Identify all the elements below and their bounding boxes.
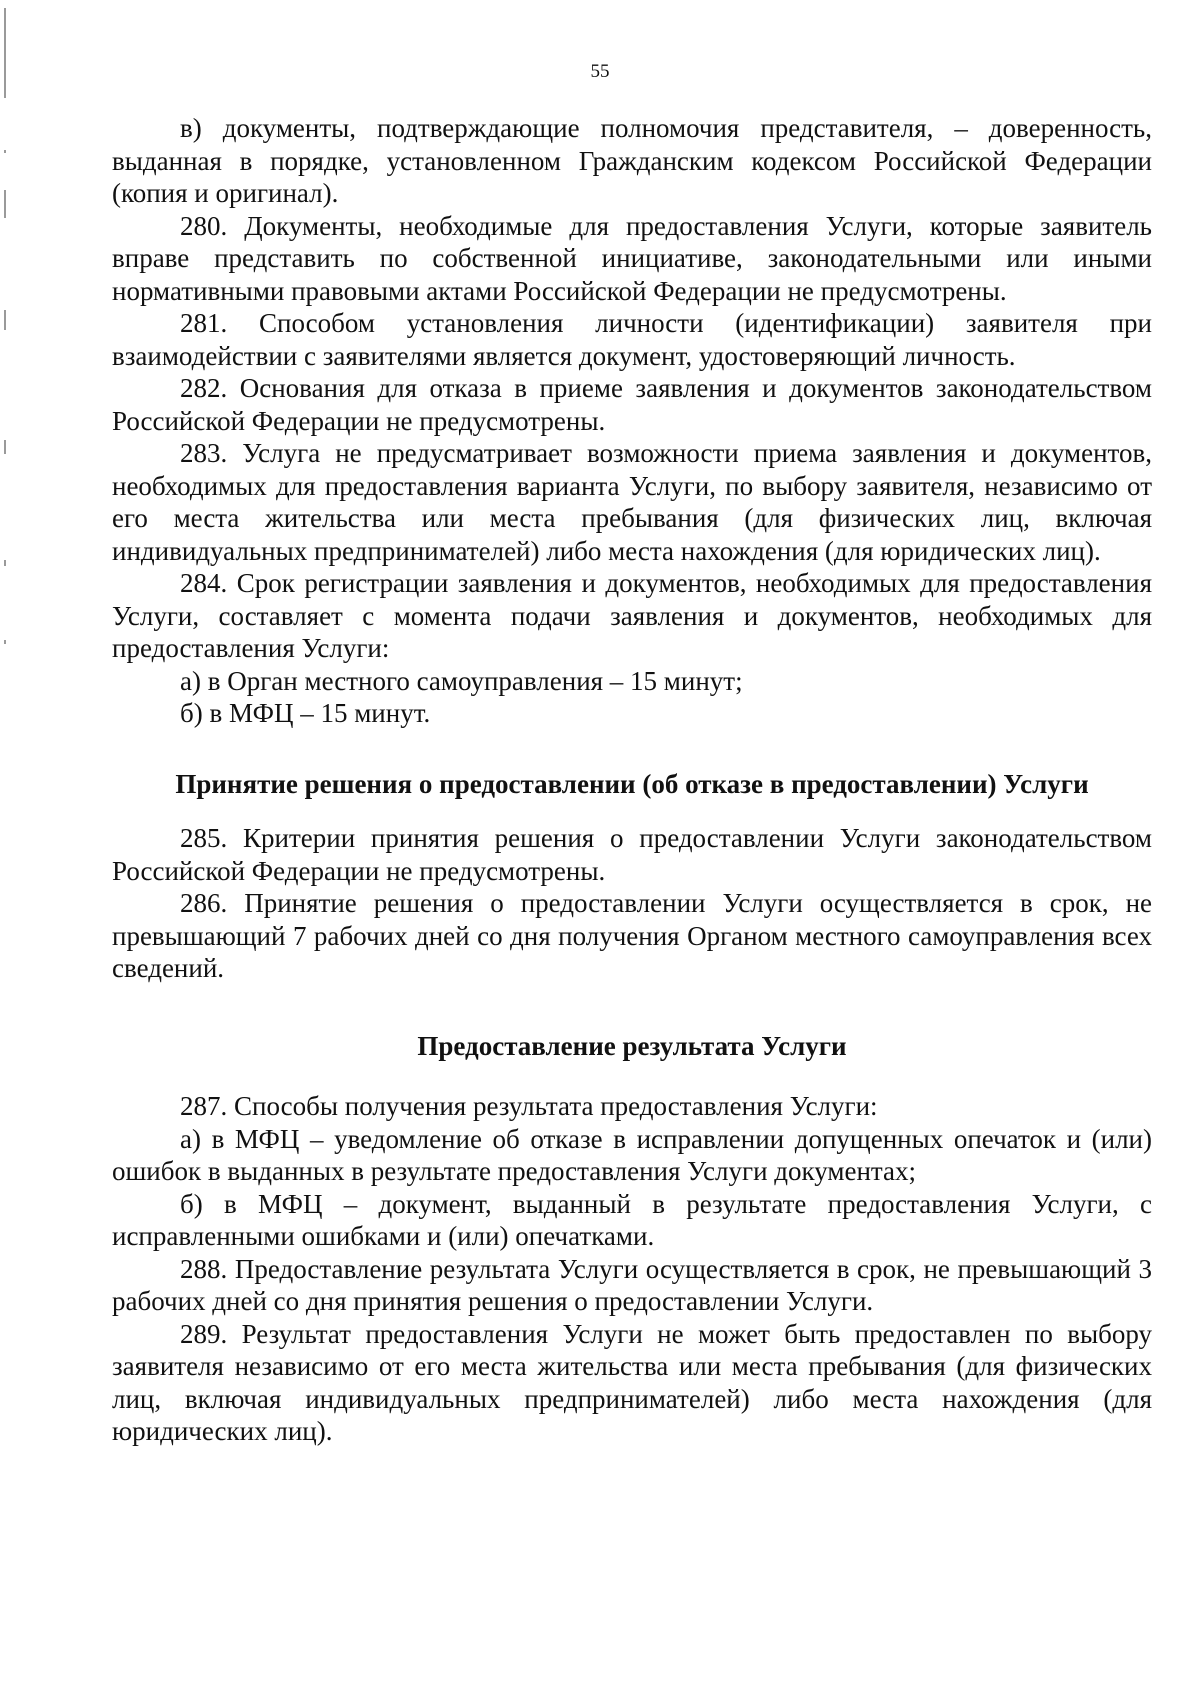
paragraph-283: 283. Услуга не предусматривает возможности приема заявления и документов, необходимых для предоставления варианта Услуги, по выбору заявителя, независимо от его места жительства или места пребывания (для физических лиц, включая индивидуальных предпринимателей) либо места нахождения (для юридических лиц). xyxy=(112,438,1152,566)
paragraph-279-c: в) документы, подтверждающие полномочия представителя, – доверенность, выданная в порядке, установленном Гражданским кодексом Российской Федерации (копия и оригинал). xyxy=(112,113,1152,208)
section-heading-decision: Принятие решения о предоставлении (об отказе в предоставлении) Услуги xyxy=(175,768,1089,799)
paragraph-284: 284. Срок регистрации заявления и документов, необходимых для предоставления Услуги, составляет с момента подачи заявления и документов, необходимых для предоставления Услуги: xyxy=(112,568,1152,663)
paragraph-281: 281. Способом установления личности (идентификации) заявителя при взаимодействии с заявителями является документ, удостоверяющий личность. xyxy=(112,308,1152,371)
document-body xyxy=(112,112,1152,1448)
scan-edge-marks xyxy=(4,0,7,700)
paragraph-286: 286. Принятие решения о предоставлении Услуги осуществляется в срок, не превышающий 7 рабочих дней со дня получения Органом местного самоуправления всех сведений. xyxy=(112,888,1152,983)
paragraph-284-a: а) в Орган местного самоуправления – 15 минут; xyxy=(180,665,743,696)
paragraph-289: 289. Результат предоставления Услуги не может быть предоставлен по выбору заявителя независимо от его места жительства или места пребывания (для физических лиц, включая индивидуальных предпринимателей) либо места нахождения (для юридических лиц). xyxy=(112,1318,1152,1446)
paragraph-285: 285. Критерии принятия решения о предоставлении Услуги законодательством Российской Федерации не предусмотрены. xyxy=(112,823,1152,886)
paragraph-282: 282. Основания для отказа в приеме заявления и документов законодательством Российской Федерации не предусмотрены. xyxy=(112,373,1152,436)
paragraph-287-b: б) в МФЦ – документ, выданный в результате предоставления Услуги, с исправленными ошибками и (или) опечатками. xyxy=(112,1188,1152,1251)
paragraph-288: 288. Предоставление результата Услуги осуществляется в срок, не превышающий 3 рабочих дней со дня принятия решения о предоставлении Услуги. xyxy=(112,1253,1152,1316)
page-number: 55 xyxy=(590,61,610,82)
paragraph-287-a: а) в МФЦ – уведомление об отказе в исправлении допущенных опечаток и (или) ошибок в выданных в результате предоставления Услуги документах; xyxy=(112,1123,1152,1186)
paragraph-284-b: б) в МФЦ – 15 минут. xyxy=(180,698,431,728)
paragraph-280: 280. Документы, необходимые для предоставления Услуги, которые заявитель вправе представить по собственной инициативе, законодательными или иными нормативными правовыми актами Российской Федерации не предусмотрены. xyxy=(112,210,1152,306)
section-heading-result: Предоставление результата Услуги xyxy=(417,1030,847,1061)
paragraph-287: 287. Способы получения результата предоставления Услуги: xyxy=(180,1091,878,1121)
